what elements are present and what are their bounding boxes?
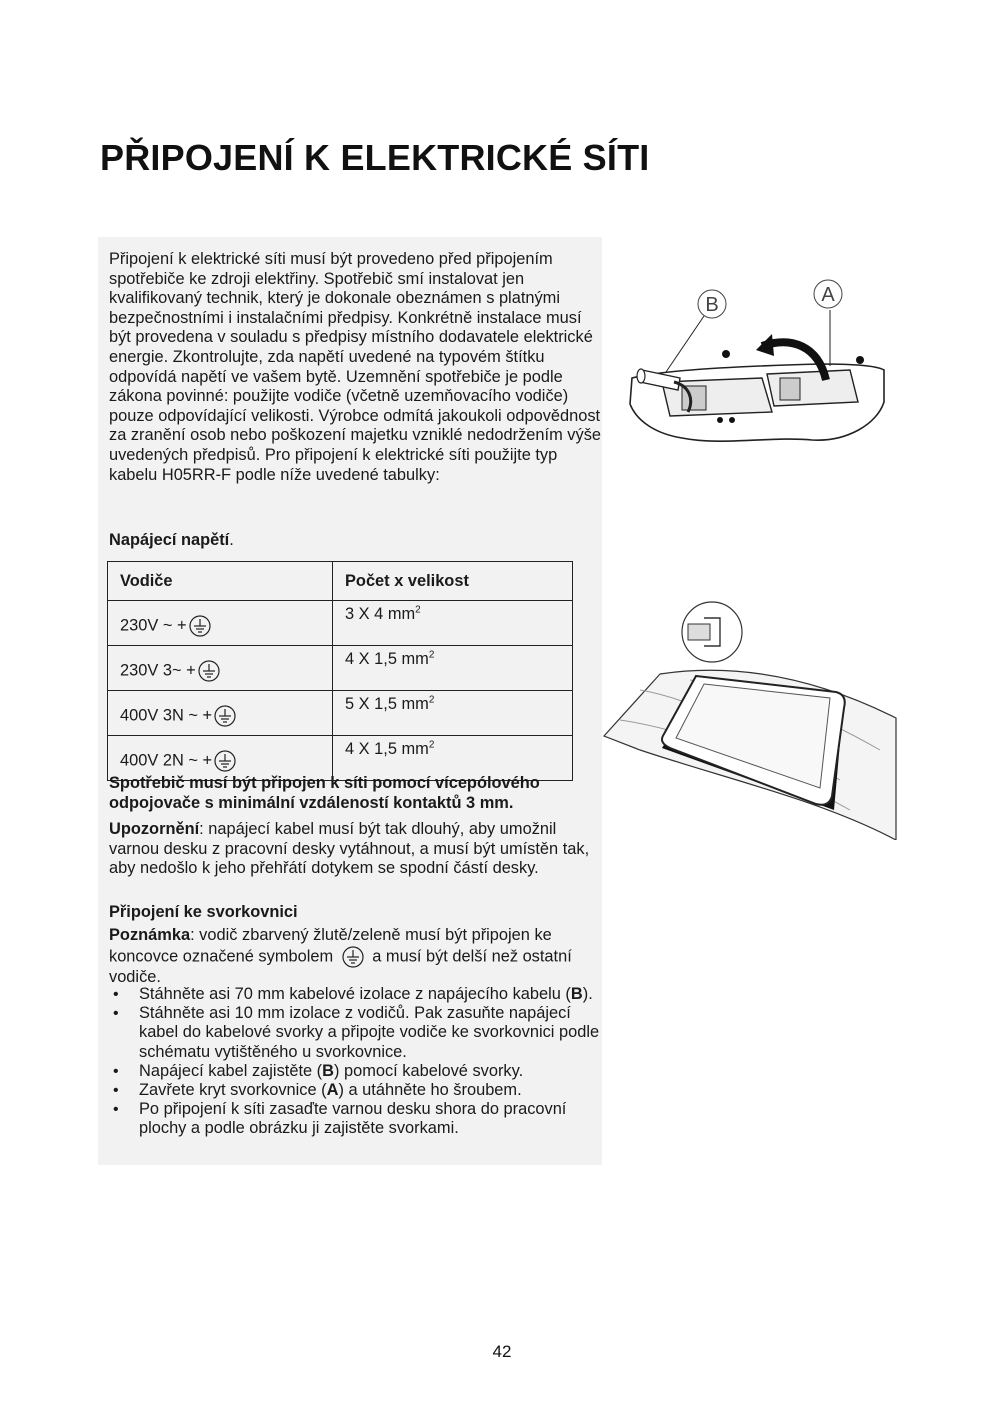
size-value: 3 X 4 mm: [345, 605, 416, 623]
table-header-conductors: Vodiče: [108, 562, 333, 601]
intro-paragraph: Připojení k elektrické síti musí být provedeno před připojením spotřebiče ke zdroji elektřiny. Spotřebič smí instalovat jen kvalifikovaný technik, který je dokonale obeznámen s platnými bezpečnostními i instalačními předpisy. Konkrétně instalace musí být provedena v souladu s předpisy místního dodavatele elektrické energie. Zkontrolujte, zda napětí uvedené na typovém štítku odpovídá napětí ve vašem bytě. Uzemnění spotřebiče je podle zákona povinné: použijte vodiče (včetně uzemňovacího vodiče) pouze odpovídající velikosti. Výrobce odmítá jakoukoli odpovědnost za zranění osob nebo poškození majetku vzniklé nedodržením výše uvedených předpisů. Pro připojení k elektrické síti použijte typ kabelu H05RR-F podle níže uvedené tabulky:: [109, 250, 601, 484]
voltage-cell: [108, 601, 333, 646]
note-label: Poznámka: [109, 926, 191, 944]
note-paragraph: [109, 926, 601, 987]
hob-installation-illustration: [600, 600, 900, 840]
voltage-value: 230V 3~ +: [120, 661, 196, 680]
note-text-before: : vodič zbarvený žlutě/zeleně musí být připojen ke koncovce označené symbolem: [109, 926, 552, 965]
size-unit-superscript: 2: [428, 649, 435, 661]
size-value: 4 X 1,5 mm: [345, 650, 429, 668]
list-item: [109, 1062, 601, 1081]
warning-paragraph: [109, 820, 601, 879]
voltage-value: 400V 2N ~ +: [120, 751, 213, 770]
supply-heading: [109, 531, 601, 551]
list-item: [109, 1081, 601, 1100]
step-text-end: ) a utáhněte ho šroubem.: [338, 1081, 522, 1100]
earth-ground-icon: [214, 705, 236, 727]
step-bold: B: [570, 985, 583, 1003]
earth-ground-icon: [214, 750, 236, 772]
list-item: [109, 1004, 601, 1062]
table-header-row: [108, 562, 573, 601]
warning-label: Upozornění: [109, 820, 200, 838]
size-unit-superscript: 2: [415, 604, 421, 616]
size-unit-superscript: 2: [428, 694, 435, 706]
supply-heading-suffix: .: [229, 531, 234, 549]
step-text-end: ).: [582, 985, 593, 1003]
step-bold: B: [322, 1061, 334, 1080]
warning-text: : napájecí kabel musí být tak dlouhý, aby umožnil varnou desku z pracovní desky vytáhnout, a musí být umístěn tak, aby nedošlo k jeho přehřátí dotykem se spodní částí desky.: [109, 820, 590, 878]
voltage-cell: [108, 691, 333, 736]
label-b: B: [705, 294, 719, 316]
terminal-block-illustration: [622, 274, 892, 454]
list-item: [109, 985, 601, 1004]
voltage-cell: [108, 646, 333, 691]
earth-ground-icon: [189, 615, 211, 637]
step-text: Po připojení k síti zasaďte varnou desku shora do pracovní plochy a podle obrázku ji zajistěte svorkami.: [139, 1100, 567, 1138]
cable-table: [107, 561, 573, 781]
label-a: A: [821, 284, 835, 306]
page-number: 42: [492, 1342, 512, 1361]
supply-heading-label: Napájecí napětí: [109, 531, 230, 549]
size-value: 5 X 1,5 mm: [345, 695, 429, 713]
size-value: 4 X 1,5 mm: [345, 740, 429, 758]
instruction-list: [109, 985, 601, 1139]
terminal-heading: Připojení ke svorkovnici: [109, 903, 298, 921]
voltage-value: 400V 3N ~ +: [120, 706, 213, 725]
disconnector-statement: Spotřebič musí být připojen k síti pomocí vícepólového odpojovače s minimální vzdáleností kontaktů 3 mm.: [109, 774, 540, 812]
voltage-value: 230V ~ +: [120, 616, 187, 635]
table-row: [108, 646, 573, 691]
size-unit-superscript: 2: [428, 739, 435, 751]
list-item: [109, 1100, 601, 1138]
step-bold: A: [326, 1081, 339, 1100]
size-cell: [333, 646, 573, 691]
table-header-size: Počet x velikost: [333, 562, 573, 601]
table-row: [108, 691, 573, 736]
step-text: Zavřete kryt svorkovnice (: [139, 1081, 327, 1100]
earth-ground-icon: [198, 660, 220, 682]
step-text-end: ) pomocí kabelové svorky.: [333, 1061, 524, 1080]
step-text: Stáhněte asi 70 mm kabelové izolace z napájecího kabelu (: [139, 985, 571, 1003]
size-cell: [333, 691, 573, 736]
earth-ground-icon: [342, 946, 364, 968]
step-text: Stáhněte asi 10 mm izolace z vodičů. Pak zasuňte napájecí kabel do kabelové svorky a připojte vodiče ke svorkovnici podle schématu vytištěného u svorkovnice.: [139, 1004, 600, 1061]
page-title: PŘIPOJENÍ K ELEKTRICKÉ SÍTI: [100, 137, 650, 178]
size-cell: [333, 601, 573, 646]
table-row: [108, 601, 573, 646]
step-text: Napájecí kabel zajistěte (: [139, 1061, 323, 1080]
note-text-after: a musí být delší než ostatní vodiče.: [109, 946, 572, 986]
